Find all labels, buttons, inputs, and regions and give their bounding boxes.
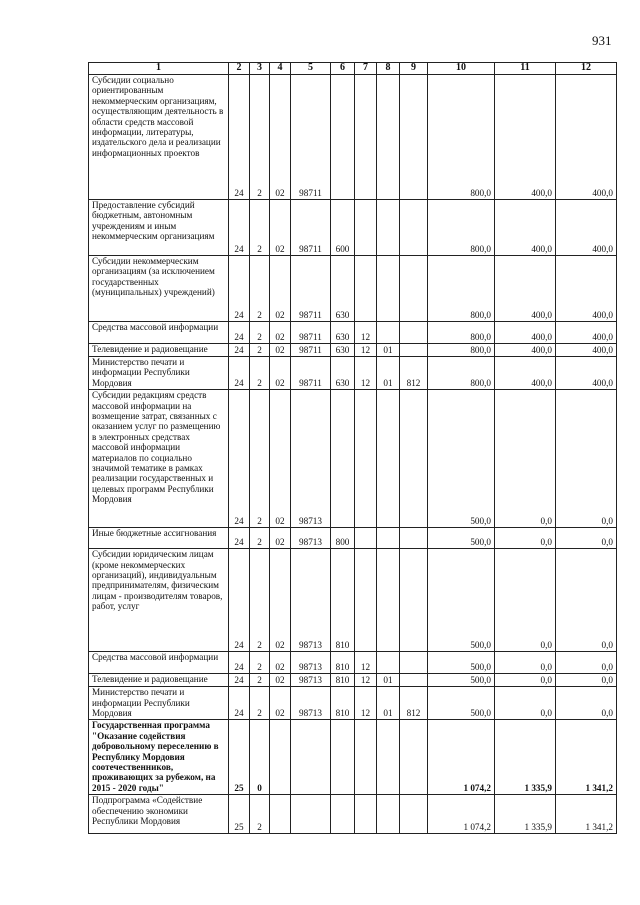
table-cell: 1 341,2 [556, 720, 617, 795]
table-cell: 24 [229, 322, 250, 344]
table-cell: 810 [331, 652, 355, 674]
column-header: 11 [495, 63, 556, 75]
table-cell: 12 [355, 322, 377, 344]
table-cell: 24 [229, 75, 250, 200]
table-row [89, 528, 617, 549]
table-cell: 98711 [291, 75, 331, 200]
table-cell [355, 75, 377, 200]
table-cell [377, 652, 400, 674]
table-cell: 800 [331, 528, 355, 549]
table-cell: 02 [270, 674, 291, 687]
column-header: 6 [331, 63, 355, 75]
table-cell: 600 [331, 200, 355, 256]
table-cell [400, 549, 428, 652]
table-cell [400, 256, 428, 322]
column-header: 5 [291, 63, 331, 75]
table-cell: 0,0 [495, 652, 556, 674]
table-cell [377, 322, 400, 344]
table-row [89, 795, 617, 834]
column-header: 2 [229, 63, 250, 75]
table-cell: 2 [250, 390, 270, 528]
table-cell: 02 [270, 390, 291, 528]
table-cell: 0,0 [556, 528, 617, 549]
table-cell: 630 [331, 344, 355, 357]
row-name-cell: Министерство печати и информации Республики Мордовия [89, 357, 229, 390]
row-name-cell: Субсидии некоммерческим организациям (за исключением государственных (муниципальных) учреждений) [89, 256, 229, 322]
table-cell: 2 [250, 528, 270, 549]
table-cell: 400,0 [495, 75, 556, 200]
table-cell: 0,0 [495, 674, 556, 687]
table-cell [400, 390, 428, 528]
table-row [89, 200, 617, 256]
table-cell [355, 390, 377, 528]
row-name-cell: Телевидение и радиовещание [89, 674, 229, 687]
table-cell: 0,0 [556, 674, 617, 687]
table-cell: 12 [355, 357, 377, 390]
table-row [89, 390, 617, 528]
table-row [89, 357, 617, 390]
table-cell: 0,0 [556, 549, 617, 652]
table-cell: 01 [377, 687, 400, 720]
table-cell: 98711 [291, 357, 331, 390]
table-cell: 24 [229, 256, 250, 322]
table-cell [331, 390, 355, 528]
table-row [89, 652, 617, 674]
table-cell: 1 074,2 [428, 720, 495, 795]
table-cell: 812 [400, 687, 428, 720]
table-cell: 500,0 [428, 674, 495, 687]
table-cell: 0,0 [556, 687, 617, 720]
table-cell: 98713 [291, 549, 331, 652]
column-header: 1 [89, 63, 229, 75]
row-name-cell: Подпрограмма «Содействие обеспечению экономики Республики Мордовия [89, 795, 229, 834]
table-cell [270, 720, 291, 795]
table-cell: 0 [250, 720, 270, 795]
table-cell: 2 [250, 652, 270, 674]
row-name-cell: Субсидии редакциям средств массовой информации на возмещение затрат, связанных с оказанием услуг по размещению в электронных средствах массовой информации материалов по социально значимой тематике в рамках реализации государственных и целевых программ Республики Мордовия [89, 390, 229, 528]
table-cell: 0,0 [495, 528, 556, 549]
table-cell: 800,0 [428, 75, 495, 200]
table-cell [400, 344, 428, 357]
column-header: 9 [400, 63, 428, 75]
table-cell: 810 [331, 687, 355, 720]
table-cell: 1 074,2 [428, 795, 495, 834]
table-cell: 01 [377, 357, 400, 390]
table-row [89, 720, 617, 795]
table-cell: 1 335,9 [495, 795, 556, 834]
table-cell: 630 [331, 322, 355, 344]
table-cell: 25 [229, 720, 250, 795]
table-cell [270, 795, 291, 834]
table-cell [331, 795, 355, 834]
table-cell: 02 [270, 652, 291, 674]
row-name-cell: Государственная программа "Оказание содействия добровольному переселению в Республику Мордовия соотечественников, проживающих за рубежом, на 2015 - 2020 годы" [89, 720, 229, 795]
table-cell [355, 795, 377, 834]
table-cell: 98711 [291, 256, 331, 322]
table-cell: 2 [250, 549, 270, 652]
row-name-cell: Министерство печати и информации Республики Мордовия [89, 687, 229, 720]
table-cell: 400,0 [495, 344, 556, 357]
table-cell: 400,0 [556, 357, 617, 390]
table-cell: 2 [250, 344, 270, 357]
table-cell: 810 [331, 674, 355, 687]
table-cell [331, 720, 355, 795]
table-cell: 2 [250, 687, 270, 720]
page-number: 931 [592, 33, 612, 48]
row-name-cell: Иные бюджетные ассигнования [89, 528, 229, 549]
table-cell: 0,0 [495, 687, 556, 720]
table-cell: 12 [355, 344, 377, 357]
table-cell [377, 549, 400, 652]
table-cell: 500,0 [428, 528, 495, 549]
table-cell: 400,0 [556, 200, 617, 256]
table-cell: 800,0 [428, 357, 495, 390]
table-cell [400, 652, 428, 674]
table-cell [377, 720, 400, 795]
table-cell: 12 [355, 652, 377, 674]
table-row [89, 322, 617, 344]
table-cell: 02 [270, 75, 291, 200]
table-cell: 02 [270, 200, 291, 256]
table-cell: 2 [250, 200, 270, 256]
table-cell: 400,0 [495, 200, 556, 256]
table-cell: 02 [270, 322, 291, 344]
table-cell: 0,0 [556, 390, 617, 528]
table-cell [400, 674, 428, 687]
table-cell: 98713 [291, 687, 331, 720]
table-cell: 800,0 [428, 322, 495, 344]
table-cell: 24 [229, 549, 250, 652]
table-cell: 02 [270, 344, 291, 357]
table-row [89, 549, 617, 652]
table-cell [377, 390, 400, 528]
table-cell [331, 75, 355, 200]
column-header: 8 [377, 63, 400, 75]
table-cell [355, 200, 377, 256]
row-name-cell: Субсидии юридическим лицам (кроме некоммерческих организаций), индивидуальным предпринимателям, физическим лицам - производителям товаров, работ, услуг [89, 549, 229, 652]
table-cell: 500,0 [428, 687, 495, 720]
row-name-cell: Субсидии социально ориентированным некоммерческим организациям, осуществляющим деятельность в области средств массовой информации, литературы, издательского дела и реализации информационных проектов [89, 75, 229, 200]
table-cell: 2 [250, 322, 270, 344]
table-cell: 12 [355, 687, 377, 720]
table-cell: 24 [229, 344, 250, 357]
table-cell: 400,0 [495, 256, 556, 322]
row-name-cell: Средства массовой информации [89, 652, 229, 674]
table-cell: 810 [331, 549, 355, 652]
table-cell: 24 [229, 687, 250, 720]
column-header: 7 [355, 63, 377, 75]
table-cell: 0,0 [495, 390, 556, 528]
table-cell: 02 [270, 357, 291, 390]
table-cell [377, 528, 400, 549]
table-cell: 98713 [291, 390, 331, 528]
table-cell: 0,0 [556, 652, 617, 674]
table-cell: 630 [331, 256, 355, 322]
table-cell [377, 75, 400, 200]
table-cell [355, 549, 377, 652]
row-name-cell: Телевидение и радиовещание [89, 344, 229, 357]
table-cell: 400,0 [556, 256, 617, 322]
column-header: 3 [250, 63, 270, 75]
table-cell [377, 200, 400, 256]
table-cell [377, 256, 400, 322]
table-cell [355, 720, 377, 795]
table-cell [400, 795, 428, 834]
table-cell: 24 [229, 200, 250, 256]
table-cell: 02 [270, 256, 291, 322]
table-cell: 2 [250, 357, 270, 390]
table-cell: 02 [270, 528, 291, 549]
row-name-cell: Средства массовой информации [89, 322, 229, 344]
table-cell: 500,0 [428, 390, 495, 528]
table-cell: 2 [250, 795, 270, 834]
table-cell: 01 [377, 344, 400, 357]
table-cell [291, 720, 331, 795]
column-header: 10 [428, 63, 495, 75]
table-row [89, 344, 617, 357]
table-cell [400, 75, 428, 200]
budget-table [88, 62, 617, 834]
table-cell [400, 528, 428, 549]
table-cell: 98711 [291, 322, 331, 344]
table-cell: 1 341,2 [556, 795, 617, 834]
table-cell: 98713 [291, 528, 331, 549]
table-cell: 24 [229, 390, 250, 528]
table-cell: 500,0 [428, 549, 495, 652]
table-cell: 2 [250, 256, 270, 322]
table-cell: 98711 [291, 200, 331, 256]
table-cell: 800,0 [428, 256, 495, 322]
table-row [89, 256, 617, 322]
table-cell [355, 528, 377, 549]
table-cell [400, 720, 428, 795]
column-header: 12 [556, 63, 617, 75]
column-header: 4 [270, 63, 291, 75]
table-cell: 98713 [291, 674, 331, 687]
table-row [89, 687, 617, 720]
table-cell: 812 [400, 357, 428, 390]
table-cell [291, 795, 331, 834]
table-cell: 400,0 [556, 75, 617, 200]
table-cell: 1 335,9 [495, 720, 556, 795]
table-cell: 02 [270, 549, 291, 652]
table-cell: 24 [229, 652, 250, 674]
table-cell: 98711 [291, 344, 331, 357]
table-cell: 400,0 [495, 357, 556, 390]
table-row [89, 75, 617, 200]
table-row [89, 674, 617, 687]
table-cell: 2 [250, 75, 270, 200]
table-cell: 2 [250, 674, 270, 687]
table-cell: 01 [377, 674, 400, 687]
table-cell: 24 [229, 674, 250, 687]
table-cell [377, 795, 400, 834]
table-cell: 98713 [291, 652, 331, 674]
table-cell [400, 322, 428, 344]
table-cell [400, 200, 428, 256]
table-cell: 400,0 [495, 322, 556, 344]
table-cell: 25 [229, 795, 250, 834]
table-cell: 02 [270, 687, 291, 720]
table-cell: 800,0 [428, 344, 495, 357]
table-cell: 12 [355, 674, 377, 687]
row-name-cell: Предоставление субсидий бюджетным, автономным учреждениям и иным некоммерческим организациям [89, 200, 229, 256]
table-cell: 0,0 [495, 549, 556, 652]
table-cell: 24 [229, 357, 250, 390]
table-cell: 500,0 [428, 652, 495, 674]
table-cell: 400,0 [556, 322, 617, 344]
table-cell [355, 256, 377, 322]
table-cell: 800,0 [428, 200, 495, 256]
header-row [89, 63, 617, 75]
table-cell: 400,0 [556, 344, 617, 357]
table-cell: 24 [229, 528, 250, 549]
table-cell: 630 [331, 357, 355, 390]
